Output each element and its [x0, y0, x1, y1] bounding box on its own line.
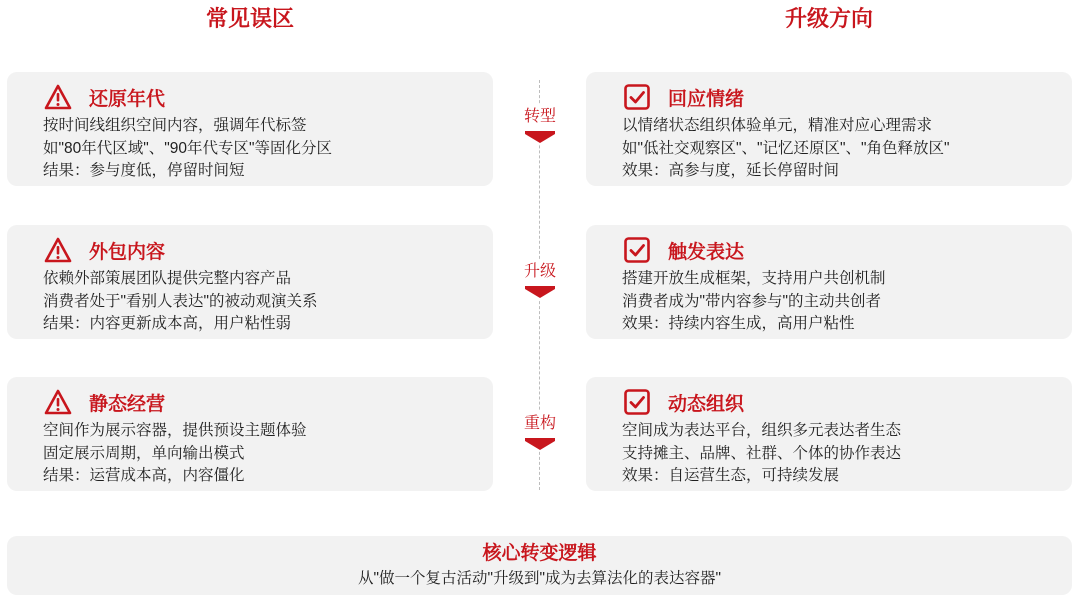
mistake-card-header	[44, 387, 165, 417]
upgrade-line: 空间成为表达平台，组织多元表达者生态	[622, 422, 902, 439]
upgrade-line: 如"低社交观察区"、"记忆还原区"、"角色释放区"	[622, 139, 950, 157]
mistake-card-header	[44, 82, 165, 112]
upgrade-card-2	[586, 225, 1072, 339]
transition-step-3	[517, 411, 563, 451]
upgrade-card-1	[586, 72, 1072, 186]
upgrade-description	[622, 268, 1062, 336]
upgrade-description	[622, 420, 1062, 488]
upgrade-line: 支持摊主、品牌、社群、个体的协作表达	[622, 444, 902, 462]
transition-label: 升级	[523, 263, 556, 280]
warning-triangle-icon	[44, 83, 72, 111]
upgrade-line: 搭建开放生成框架，支持用户共创机制	[622, 270, 886, 287]
mistake-description	[43, 268, 483, 336]
down-arrow-icon	[524, 130, 556, 144]
upgrades-column-title: 升级方向	[784, 6, 873, 31]
upgrade-effect: 效果：持续内容生成，高用户粘性	[622, 315, 855, 332]
transition-label: 转型	[523, 108, 556, 125]
upgrade-title: 动态组织	[668, 393, 745, 415]
warning-triangle-icon	[44, 388, 72, 416]
upgrade-card-header	[623, 235, 744, 265]
mistake-description	[43, 420, 483, 488]
mistake-title: 外包内容	[89, 241, 166, 263]
upgrade-line: 消费者成为"带内容参与"的主动共创者	[622, 292, 882, 310]
core-logic-summary	[7, 536, 1072, 595]
down-arrow-icon	[524, 437, 556, 451]
mistake-title: 静态经营	[89, 393, 166, 415]
transition-step-2	[517, 259, 563, 299]
transition-label: 重构	[523, 415, 556, 432]
checkbox-checked-icon	[623, 388, 651, 416]
mistake-card-1	[7, 72, 493, 186]
transition-step-1	[517, 104, 563, 144]
mistake-line: 固定展示周期，单向输出模式	[43, 444, 245, 462]
summary-text: 从"做一个复古活动"升级到"成为去算法化的表达容器"	[357, 570, 721, 587]
upgrade-card-header	[623, 82, 744, 112]
upgrade-title: 回应情绪	[668, 88, 745, 110]
mistake-result: 结果：运营成本高，内容僵化	[43, 467, 245, 484]
upgrade-effect: 效果：高参与度，延长停留时间	[622, 162, 840, 179]
upgrade-description	[622, 115, 1062, 183]
mistake-card-header	[44, 235, 165, 265]
mistake-description	[43, 115, 483, 183]
mistake-line: 空间作为展示容器，提供预设主题体验	[43, 422, 307, 439]
mistake-line: 按时间线组织空间内容，强调年代标签	[43, 117, 307, 134]
upgrade-title: 触发表达	[668, 241, 745, 263]
mistake-line: 依赖外部策展团队提供完整内容产品	[43, 270, 292, 287]
upgrade-effect: 效果：自运营生态，可持续发展	[622, 467, 840, 484]
warning-triangle-icon	[44, 236, 72, 264]
mistake-title: 还原年代	[89, 88, 166, 110]
upgrade-card-3	[586, 377, 1072, 491]
mistake-line: 如"80年代区域"、"90年代专区"等固化分区	[43, 139, 332, 157]
mistake-card-2	[7, 225, 493, 339]
mistakes-column-title: 常见误区	[205, 6, 294, 31]
mistake-line: 消费者处于"看别人表达"的被动观演关系	[43, 292, 318, 310]
upgrade-card-header	[623, 387, 744, 417]
mistake-result: 结果：参与度低，停留时间短	[43, 162, 245, 179]
upgrade-line: 以情绪状态组织体验单元，精准对应心理需求	[622, 117, 933, 134]
checkbox-checked-icon	[623, 236, 651, 264]
down-arrow-icon	[524, 285, 556, 299]
summary-title: 核心转变逻辑	[482, 543, 597, 564]
mistake-card-3	[7, 377, 493, 491]
mistake-result: 结果：内容更新成本高，用户粘性弱	[43, 315, 292, 332]
checkbox-checked-icon	[623, 83, 651, 111]
